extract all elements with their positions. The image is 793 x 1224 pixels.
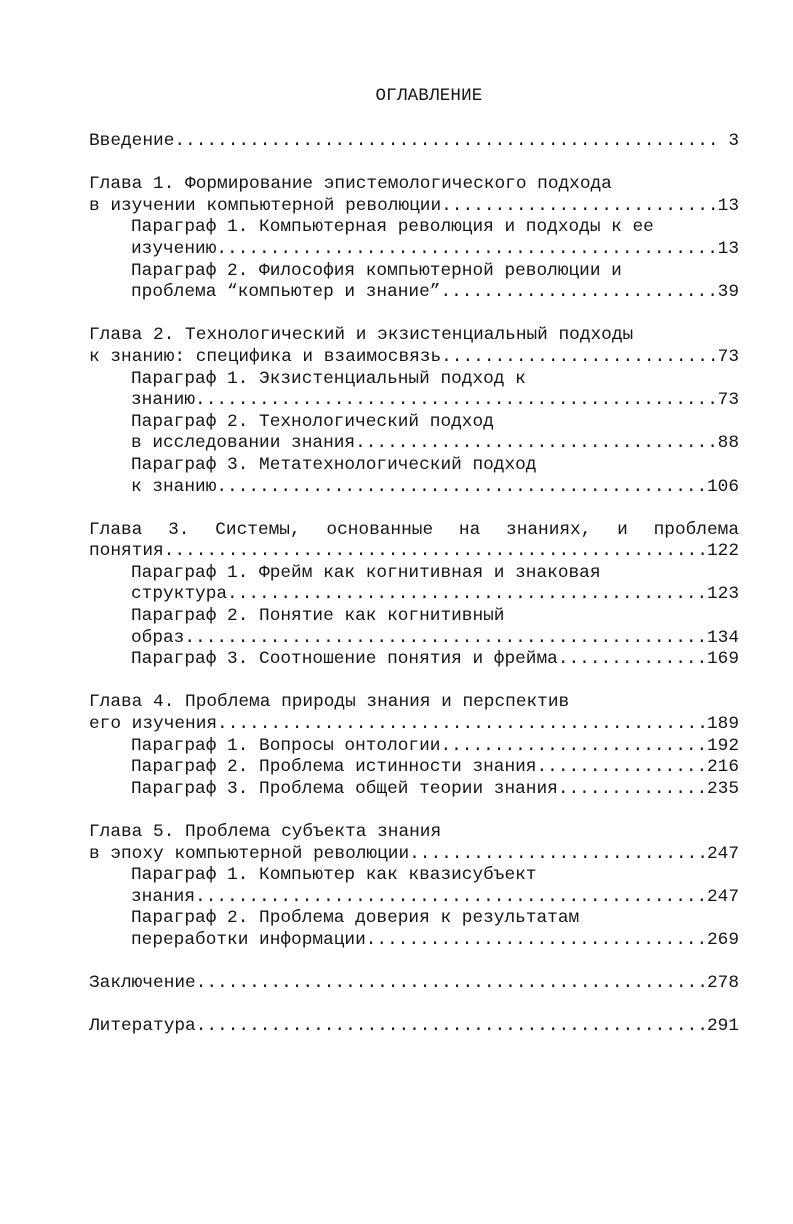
- toc-page-number: 39: [717, 282, 739, 303]
- toc-page-number: 3: [717, 131, 739, 151]
- chapter-1-paragraph-1[interactable]: Параграф 1. Компьютерная революция и подходы к ее: [131, 217, 654, 238]
- chapter-2-title-cont[interactable]: [89, 347, 739, 369]
- chapter-4-paragraph-3[interactable]: [89, 779, 739, 801]
- dot-leader: [355, 433, 718, 455]
- dot-leader: [217, 714, 707, 736]
- dot-leader: [558, 779, 707, 801]
- toc-page-number: 169: [706, 649, 739, 670]
- toc-entry-text: Заключение: [89, 973, 196, 994]
- chapter-2-paragraph-3[interactable]: Параграф 3. Метатехнологический подход: [131, 454, 537, 475]
- toc-entry-text: к знанию: специфика и взаимосвязь: [89, 346, 442, 367]
- toc-entry-text: изучению: [131, 238, 217, 259]
- chapter-3-paragraph-1[interactable]: Параграф 1. Фрейм как когнитивная и знаковая: [131, 562, 601, 583]
- spacer: [89, 671, 739, 693]
- toc-page-number: 106: [706, 476, 739, 497]
- chapter-2-paragraph-2-cont[interactable]: [89, 433, 739, 455]
- toc-page-number: 247: [706, 843, 739, 864]
- dot-leader: [195, 390, 718, 412]
- chapter-4-title-cont[interactable]: [89, 714, 739, 736]
- toc-page-number: 13: [717, 195, 739, 216]
- spacer: [89, 995, 739, 1017]
- toc-page-number: 123: [706, 584, 739, 605]
- spacer: [89, 952, 739, 974]
- toc-entry-text: структура: [131, 584, 228, 605]
- dot-leader: [164, 541, 707, 563]
- dot-leader: [440, 736, 707, 758]
- chapter-3-title-cont[interactable]: [89, 541, 739, 563]
- dot-leader: [227, 584, 707, 606]
- chapter-1-paragraph-1-cont[interactable]: [89, 239, 739, 261]
- dot-leader: [195, 887, 707, 909]
- toc-entry-text: Введение: [89, 131, 175, 151]
- toc-entry-text: в изучении компьютерной революции: [89, 195, 442, 216]
- toc-page-number: 13: [717, 238, 739, 259]
- toc-entry-text: образ: [131, 627, 185, 648]
- toc-page-number: 134: [706, 627, 739, 648]
- chapter-2-paragraph-1[interactable]: Параграф 1. Экзистенциальный подход к: [131, 368, 526, 389]
- toc-page-number: 73: [717, 390, 739, 411]
- chapter-5-paragraph-1-cont[interactable]: [89, 887, 739, 909]
- chapter-2-paragraph-3-cont[interactable]: [89, 477, 739, 499]
- dot-leader: [184, 628, 707, 650]
- spacer: [89, 800, 739, 822]
- chapter-5-title[interactable]: Глава 5. Проблема субъекта знания: [89, 822, 442, 842]
- toc-entry-text: его изучения: [89, 714, 218, 735]
- spacer: [89, 153, 739, 175]
- dot-leader: [196, 1016, 707, 1038]
- toc-entry-intro[interactable]: [89, 131, 739, 153]
- chapter-4-paragraph-2[interactable]: [89, 757, 739, 779]
- chapter-3-paragraph-3[interactable]: [89, 649, 739, 671]
- toc-entry-text: понятия: [89, 541, 164, 562]
- toc-entry-text: Параграф 1. Вопросы онтологии: [131, 735, 441, 756]
- toc-page-number: 122: [706, 541, 739, 562]
- toc-entry-conclusion[interactable]: [89, 973, 739, 995]
- dot-leader: [216, 239, 717, 261]
- dot-leader: [441, 196, 718, 218]
- toc-entry-text: знанию: [131, 390, 196, 411]
- chapter-2-title[interactable]: Глава 2. Технологический и экзистенциальный подходы: [89, 325, 634, 346]
- dot-leader: [409, 844, 707, 866]
- chapter-5-paragraph-2-cont[interactable]: [89, 930, 739, 952]
- chapter-5-title-cont[interactable]: [89, 844, 739, 866]
- toc-page-number: 278: [706, 973, 739, 994]
- chapter-3-title[interactable]: Глава 3. Системы, основанные на знаниях, и проблема: [89, 519, 739, 540]
- dot-leader: [441, 347, 718, 369]
- spacer: [89, 304, 739, 326]
- toc-page-number: 216: [706, 757, 739, 778]
- chapter-5-paragraph-2[interactable]: Параграф 2. Проблема доверия к результатам: [131, 908, 580, 929]
- page-title: ОГЛАВЛЕНИЕ: [375, 86, 483, 106]
- toc-entry-text: в исследовании знания: [131, 433, 356, 454]
- chapter-3-paragraph-2-cont[interactable]: [89, 628, 739, 650]
- toc-entry-text: в эпоху компьютерной революции: [89, 843, 410, 864]
- chapter-1-title-cont[interactable]: [89, 196, 739, 218]
- toc-page-number: 88: [717, 433, 739, 454]
- toc-entry-text: переработки информации: [131, 929, 366, 950]
- dot-leader: [536, 757, 707, 779]
- toc-page-number: 291: [706, 1016, 739, 1037]
- chapter-4-title[interactable]: Глава 4. Проблема природы знания и перспектив: [89, 692, 570, 713]
- chapter-4-paragraph-1[interactable]: [89, 736, 739, 758]
- dot-leader: [174, 131, 717, 153]
- dot-leader: [216, 477, 707, 499]
- chapter-2-paragraph-2[interactable]: Параграф 2. Технологический подход: [131, 411, 494, 432]
- toc-entry-text: Параграф 3. Соотношение понятия и фрейма: [131, 649, 558, 670]
- toc-entry-text: Параграф 2. Проблема истинности знания: [131, 757, 537, 778]
- table-of-contents: [89, 131, 739, 1038]
- dot-leader: [366, 930, 707, 952]
- chapter-5-paragraph-1[interactable]: Параграф 1. Компьютер как квазисубъект: [131, 865, 537, 886]
- dot-leader: [196, 973, 707, 995]
- toc-page-number: 189: [706, 714, 739, 735]
- toc-entry-text: Параграф 3. Проблема общей теории знания: [131, 778, 558, 799]
- spacer: [89, 498, 739, 520]
- toc-entry-text: к знанию: [131, 476, 217, 497]
- toc-page-number: 235: [706, 778, 739, 799]
- chapter-1-paragraph-2[interactable]: Параграф 2. Философия компьютерной революции и: [131, 260, 622, 281]
- chapter-1-paragraph-2-cont[interactable]: [89, 282, 739, 304]
- toc-page-number: 73: [717, 346, 739, 367]
- toc-page-number: 247: [706, 886, 739, 907]
- chapter-3-paragraph-2[interactable]: Параграф 2. Понятие как когнитивный: [131, 606, 505, 627]
- toc-page-number: 192: [706, 735, 739, 756]
- toc-entry-literature[interactable]: [89, 1016, 739, 1038]
- toc-entry-text: Литература: [89, 1016, 196, 1037]
- dot-leader: [440, 282, 717, 304]
- chapter-1-title[interactable]: Глава 1. Формирование эпистемологического подхода: [89, 174, 612, 195]
- toc-entry-text: проблема “компьютер и знание”: [131, 282, 441, 303]
- chapter-2-paragraph-1-cont[interactable]: [89, 390, 739, 412]
- toc-page-number: 269: [706, 929, 739, 950]
- toc-entry-text: знания: [131, 886, 196, 907]
- dot-leader: [558, 649, 707, 671]
- chapter-3-paragraph-1-cont[interactable]: [89, 584, 739, 606]
